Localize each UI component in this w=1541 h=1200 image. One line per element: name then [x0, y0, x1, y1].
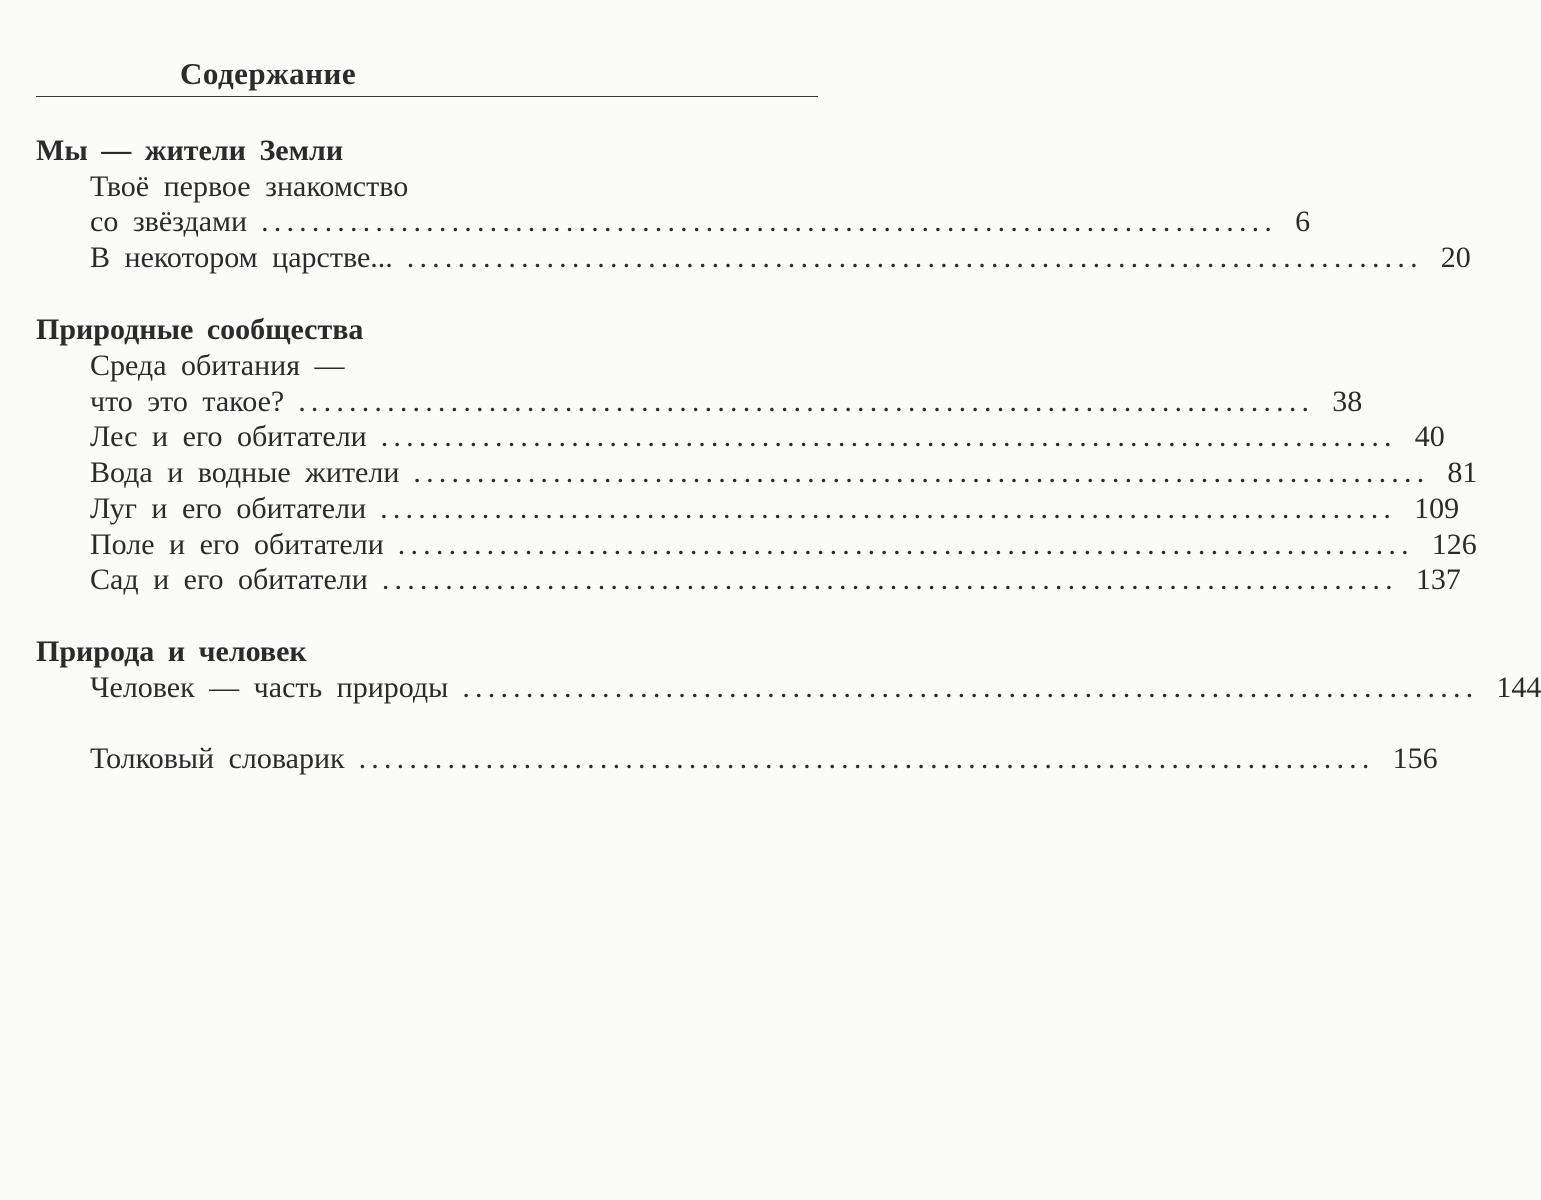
- toc-entry-label: Вода и водные жители: [90, 456, 400, 489]
- toc-entry[interactable]: [90, 204, 1311, 240]
- toc-entry-page: 144: [1496, 671, 1541, 704]
- toc-entry-page: 40: [1414, 420, 1445, 453]
- toc-entry-page: 81: [1447, 456, 1478, 489]
- toc-entry-label: Сад и его обитатели: [90, 563, 368, 596]
- leader-dots: ................................................................................: [298, 385, 1315, 418]
- leader-dots: ................................................................................: [462, 671, 1479, 704]
- toc-entry-page: 156: [1392, 742, 1438, 775]
- leader-dots: ................................................................................: [413, 456, 1430, 489]
- toc-entry-label: со звёздами: [90, 205, 248, 238]
- toc-entry-page: 6: [1295, 205, 1311, 238]
- toc-entry-label: Лес и его обитатели: [90, 420, 367, 453]
- leader-dots: ................................................................................: [381, 563, 1398, 596]
- toc-entry-page: 38: [1332, 385, 1363, 418]
- section-title-3: Природа и человек: [36, 635, 307, 668]
- leader-dots: ................................................................................: [397, 528, 1414, 561]
- toc-entry[interactable]: [90, 455, 1478, 491]
- leader-dots: ................................................................................: [406, 241, 1423, 274]
- leader-dots: ................................................................................: [380, 492, 1397, 525]
- toc-entry-label: Луг и его обитатели: [90, 492, 367, 525]
- toc-entry-page: 126: [1431, 528, 1477, 561]
- section-title-2: Природные сообщества: [36, 313, 364, 346]
- page-title: Содержание: [180, 56, 357, 91]
- toc-entry-label: Поле и его обитатели: [90, 528, 384, 561]
- toc-entry-line: Твоё первое знакомство: [90, 170, 409, 203]
- toc-entry[interactable]: [90, 419, 1445, 455]
- toc-entry[interactable]: [90, 562, 1461, 598]
- toc-entry[interactable]: [90, 670, 1541, 706]
- leader-dots: ................................................................................: [358, 742, 1375, 775]
- toc-entry[interactable]: [90, 240, 1471, 276]
- toc-entry-page: 137: [1415, 563, 1461, 596]
- toc-entry[interactable]: [90, 384, 1363, 420]
- leader-dots: ................................................................................: [261, 205, 1278, 238]
- toc-entry-glossary[interactable]: [90, 741, 1438, 777]
- toc-entry-page: 20: [1440, 241, 1471, 274]
- title-divider: [36, 96, 818, 97]
- toc-entry-label: Человек — часть природы: [90, 671, 449, 704]
- leader-dots: ................................................................................: [380, 420, 1397, 453]
- toc-entry-page: 109: [1414, 492, 1460, 525]
- toc-entry-label: В некотором царстве...: [90, 241, 393, 274]
- toc-entry-label: что это такое?: [90, 385, 285, 418]
- section-title-1: Мы — жители Земли: [36, 134, 344, 167]
- toc-entry-line: Среда обитания —: [90, 349, 345, 382]
- toc-entry-label: Толковый словарик: [90, 742, 345, 775]
- toc-entry[interactable]: [90, 491, 1460, 527]
- toc-entry[interactable]: [90, 527, 1477, 563]
